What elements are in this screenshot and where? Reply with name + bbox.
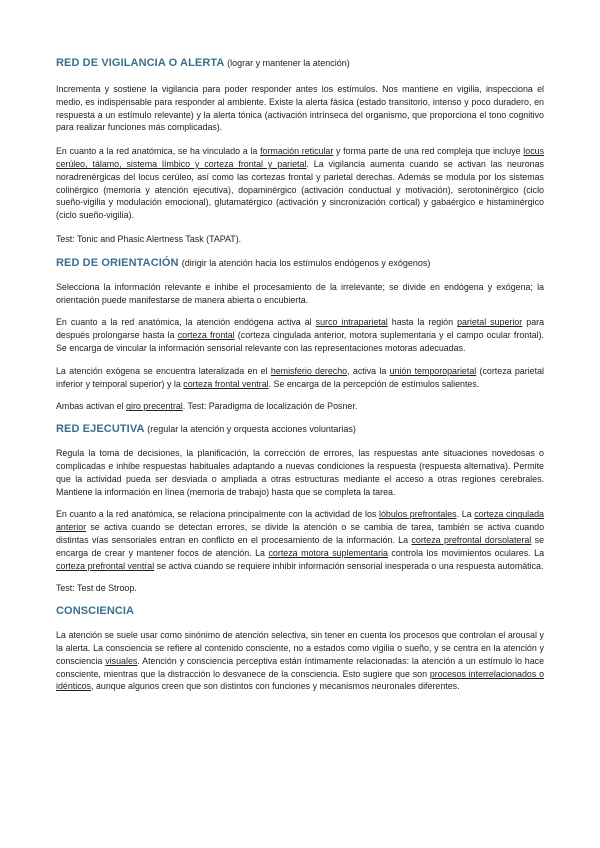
underlined-term: unión temporoparietal (389, 365, 477, 376)
underlined-term: corteza cingulada anterior (56, 509, 544, 533)
underlined-term: corteza frontal ventral (183, 378, 269, 389)
paragraph: Incrementa y sostiene la vigilancia para poder responder antes los estímulos. Nos mantiene en vigilia, inspecciona el medio, es indispensable para responder al ambiente. Existe la alerta fásica (estado transitorio, intenso y poco duradero, en respuesta a un estímulo relevante) y la alerta tónica (activación intrínseca del organismo, que proporciona el tono cognitivo para realizar funciones más complicadas). (56, 84, 544, 133)
underlined-term: corteza prefrontal ventral (56, 560, 155, 571)
heading-subtitle: (dirigir la atención hacia los estímulos endógenos y exógenos) (181, 257, 431, 268)
paragraph (56, 629, 544, 693)
underlined-term: lóbulos prefrontales (379, 509, 457, 520)
text-run: (corteza cingulada anterior, motora suplementaria y el campo ocular frontal). Se encarga de vincular la información sensorial relevante con las representaciones motoras adecuadas. (56, 330, 544, 353)
paragraph (56, 145, 544, 222)
underlined-term: corteza frontal (177, 330, 235, 341)
underlined-term: hemisferio derecho (270, 365, 348, 376)
paragraph: Selecciona la información relevante e inhibe el procesamiento de la irrelevante; se divide en endógena y exógena; la orientación puede manifestarse de manera abierta o encubierta. (56, 281, 544, 305)
underlined-term: corteza prefrontal dorsolateral (411, 534, 532, 545)
text-run: controla los movimientos oculares. La (387, 547, 544, 558)
section-heading-ejecutiva (56, 422, 544, 436)
section-heading-orientacion (56, 256, 544, 270)
text-run: . Se encarga de la percepción de estímulos salientes. (268, 378, 480, 389)
underlined-term: procesos interrelacionados o idénticos (56, 668, 544, 692)
text-run: En cuanto a la red anatómica, la atención endógena activa al (56, 317, 316, 328)
underlined-term: parietal superior (457, 317, 523, 328)
paragraph (56, 508, 544, 572)
underlined-term: giro precentral (126, 401, 183, 412)
text-run: y forma parte de una red compleja que incluye (333, 146, 524, 157)
heading-subtitle: (lograr y mantener la atención) (227, 58, 350, 68)
text-run: , aunque algunos creen que son distintos con funciones y mecanismos neuronales diferentes. (91, 681, 460, 692)
text-run: para después prolongarse hasta la (56, 317, 545, 341)
text-run: . Atención y consciencia perceptiva están íntimamente relacionadas: la atención a un estímulo lo hace consciente, mientras que la distracción lo desvanece de la consciencia. Esto sugiere que son (56, 655, 545, 679)
text-run: se activa cuando se requiere inhibir información sensorial inesperada o una respuesta automática. (154, 560, 544, 571)
text-run: La atención se suele usar como sinónimo de atención selectiva, sin tener en cuenta los procesos que controlan el arousal y la alerta. La consciencia se refiere al contenido consciente, no a estados como vigilia o sueño, y se centra en la atención y consciencia (56, 630, 544, 666)
underlined-term: surco intraparietal (315, 317, 388, 328)
heading-title: CONSCIENCIA (56, 605, 135, 618)
text-run: (corteza parietal inferior y temporal superior) y la (56, 365, 544, 389)
text-run: . La vigilancia aumenta cuando se activan las neuronas noradrenérgicas del locus cerúleo, así como las cortezas frontal y parietal derechas. Además se modula por los sistemas colinérgico (memoria y atención ejecutiva), dopaminérgico (activación conductual y motivación), serotoninérgico (ciclo sueño-vigilia y modulación emocional), glutamatérgico (activación y sincronización cortical) y gabaérgico e histaminérgico (ciclo sueño-vigilia). (56, 158, 544, 221)
text-run: En cuanto a la red anatómica, se ha vinculado a la (56, 146, 261, 157)
underlined-term: visuales (105, 655, 138, 666)
text-run: , activa la (347, 365, 390, 376)
underlined-term: formación reticular (260, 146, 334, 157)
underlined-term: corteza motora suplementaria (268, 547, 388, 558)
paragraph (56, 365, 544, 391)
heading-title: RED EJECUTIVA (56, 423, 145, 436)
heading-subtitle: (regular la atención y orquesta acciones voluntarias) (147, 424, 356, 435)
text-run: En cuanto a la red anatómica, se relaciona principalmente con la actividad de los (56, 509, 379, 520)
underlined-term: locus cerúleo, tálamo, sistema límbico y corteza frontal y parietal (56, 146, 545, 169)
text-run: Ambas activan el (56, 401, 127, 412)
text-run: . Test: Paradigma de localización de Posner. (182, 401, 358, 412)
text-run: se encarga de crear y mantener focos de atención. La (56, 534, 545, 558)
text-run: . La (456, 509, 475, 520)
paragraph (56, 400, 544, 413)
section-heading-vigilancia (56, 56, 544, 70)
text-run: hasta la región (387, 317, 458, 328)
paragraph: Regula la toma de decisiones, la planificación, la corrección de errores, las respuestas ante situaciones novedosas o complicadas e inhibe respuestas habituales adaptando a nuevas condiciones la respuesta (respuesta alternativa). Permite que la actividad pueda ser desviada o ampliada a otras estructuras mediante el acceso a otras regiones cerebrales. Mantiene la información en línea (memoria de trabajo) hasta que se completa la tarea. (56, 448, 544, 497)
test-line: Test: Tonic and Phasic Alertness Task (TAPAT). (56, 233, 242, 244)
text-run: La atención exógena se encuentra lateralizada en el (56, 365, 271, 376)
paragraph (56, 316, 544, 354)
section-heading-consciencia (56, 604, 544, 618)
heading-title: RED DE ORIENTACIÓN (56, 256, 179, 269)
test-line: Test: Test de Stroop. (56, 583, 137, 594)
heading-title: RED DE VIGILANCIA O ALERTA (56, 57, 225, 69)
text-run: se activa cuando se detectan errores, se divide la atención o se cambia de tarea, también se activa cuando distintas vías sensoriales entran en conflicto en el procesamiento de la información. La (56, 522, 544, 545)
